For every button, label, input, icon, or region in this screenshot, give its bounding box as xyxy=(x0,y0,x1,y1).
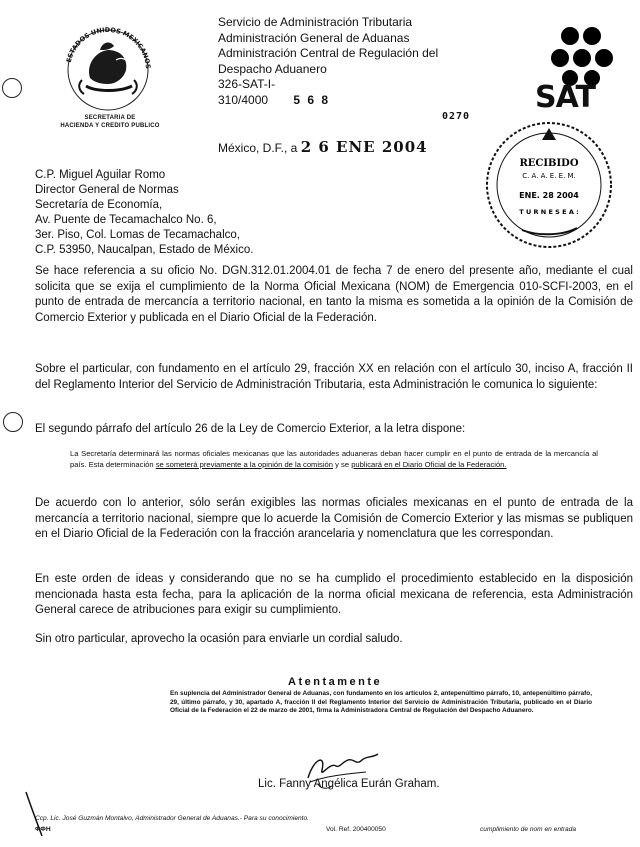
addressee-city: C.P. 53950, Naucalpan, Estado de México. xyxy=(35,244,254,256)
carbon-copy-line: Ccp. Lic. José Guzmán Montalvo, Administrador General de Aduanas.- Para su conocimiento. xyxy=(35,815,310,822)
header-line-2: Administración General de Aduanas xyxy=(218,30,410,45)
issuer-header xyxy=(218,15,478,108)
agency-name: SECRETARIA DE HACIENDA Y CREDITO PUBLICO xyxy=(60,115,160,129)
paragraph-reference: Se hace referencia a su oficio No. DGN.312.01.2004.01 de fecha 7 de enero del presente año, mediante el cual solicita que se exija el cumplimiento de la Norma Oficial Mexicana (NOM) de Emergencia 010-SCFI-2003, en el punto de entrada de mercancía a territorio nacional, en tanto la misma es sometida a la opinión de la Comisión de Comercio Exterior y publicada en el Diario Oficial de la Federación. xyxy=(35,265,633,324)
header-line-4: Despacho Aduanero xyxy=(218,61,327,76)
seal-ring-text: ESTADOS UNIDOS MEXICANOS xyxy=(64,25,153,70)
received-stamp xyxy=(482,118,616,252)
addressee-floor: 3er. Piso, Col. Lomas de Tecamachalco, xyxy=(35,229,240,241)
stamped-date: 2 6 ENE 2004 xyxy=(300,138,428,156)
file-name: cumplimiento de nom en entrada xyxy=(480,826,577,833)
addressee-street: Av. Puente de Tecamachalco No. 6, xyxy=(35,214,217,226)
punch-hole-top xyxy=(2,78,22,98)
mexican-coat-of-arms-seal xyxy=(56,20,160,116)
stamp-org: C. A. A. E. E. M. xyxy=(522,172,576,180)
date-line xyxy=(218,138,428,156)
closing-salutation: Atentamente xyxy=(288,676,383,688)
header-line-5: 326-SAT-I- xyxy=(218,77,276,91)
stamp-date: ENE. 28 2004 xyxy=(519,191,579,200)
sat-logo-text: SAT xyxy=(535,80,595,115)
paragraph-legal-basis: Sobre el particular, con fundamento en el artículo 29, fracción XX en relación con el artículo 30, inciso A, fracción II del Reglamento Interior del Servicio de Administración Tributaria, esta Administración le comunica lo siguiente: xyxy=(35,363,633,391)
paragraph-consequence: De acuerdo con lo anterior, sólo serán exigibles las normas oficiales mexicanas en el punto de entrada de la mercancía a territorio nacional, siempre que lo acuerde la Comisión de Comercio Exterior y las mismas se publiquen en el Diario Oficial de la Federación con la fracción arancelaria y nomenclatura que les correspondan. xyxy=(35,497,633,540)
stamped-number: 5 6 8 xyxy=(293,92,331,107)
paragraph-conclusion: En este orden de ideas y considerando que no se ha cumplido el procedimiento establecido en la disposición mencionada hasta esta fecha, para la aplicación de la norma oficial mexicana de referencia, esta Administración General carece de atribuciones para exigir su cumplimiento. xyxy=(35,573,633,616)
punch-hole-middle xyxy=(3,412,23,432)
paragraph-farewell: Sin otro particular, aprovecho la ocasión para enviarle un cordial saludo. xyxy=(35,633,403,645)
substitution-note: En suplencia del Administrador General de Aduanas, con fundamento en los artículos 2, antepenúltimo párrafo, 10, antepenúltimo párrafo, 29, último párrafo, y 30, apartado A, fracción II del Reglamento Interior del Servicio de Administración Tributaria, publicado en el Diario Oficial de la Federación el 22 de marzo de 2001, firma la Administradora Central de Regulación del Despacho Aduanero. xyxy=(170,690,592,715)
date-prefix: México, D.F., a xyxy=(218,141,298,155)
folio-number: 0270 xyxy=(442,111,471,122)
header-line-1: Servicio de Administración Tributaria xyxy=(218,15,413,29)
typist-initials: ΦΦH xyxy=(35,826,51,833)
header-line-6: 310/4000 5 6 8 xyxy=(218,92,331,107)
stamp-area: T U R N E S E A : xyxy=(519,208,579,216)
legal-quote: La Secretaría determinará las normas oficiales mexicanas que las autoridades aduaneras deban hacer cumplir en el punto de entrada de la mercancía al país. Esta determinación se someterá previamente a la opinión de la comisión y se publicará en el Diario Oficial de la Federación. xyxy=(70,449,598,469)
reference-volume: Vol. Ref. 200400050 xyxy=(326,826,386,833)
stamp-title: RECIBIDO xyxy=(519,158,579,169)
addressee-name: C.P. Miguel Aguilar Romo xyxy=(35,169,166,181)
addressee-org: Secretaría de Economía, xyxy=(35,199,163,211)
signer-name: Lic. Fanny Angélica Eurán Graham. xyxy=(258,778,440,790)
paragraph-quote-intro: El segundo párrafo del artículo 26 de la Ley de Comercio Exterior, a la letra dispone: xyxy=(35,423,466,435)
addressee-title: Director General de Normas xyxy=(35,184,179,196)
header-line-3: Administración Central de Regulación del xyxy=(218,46,439,60)
addressee-block xyxy=(35,168,253,258)
